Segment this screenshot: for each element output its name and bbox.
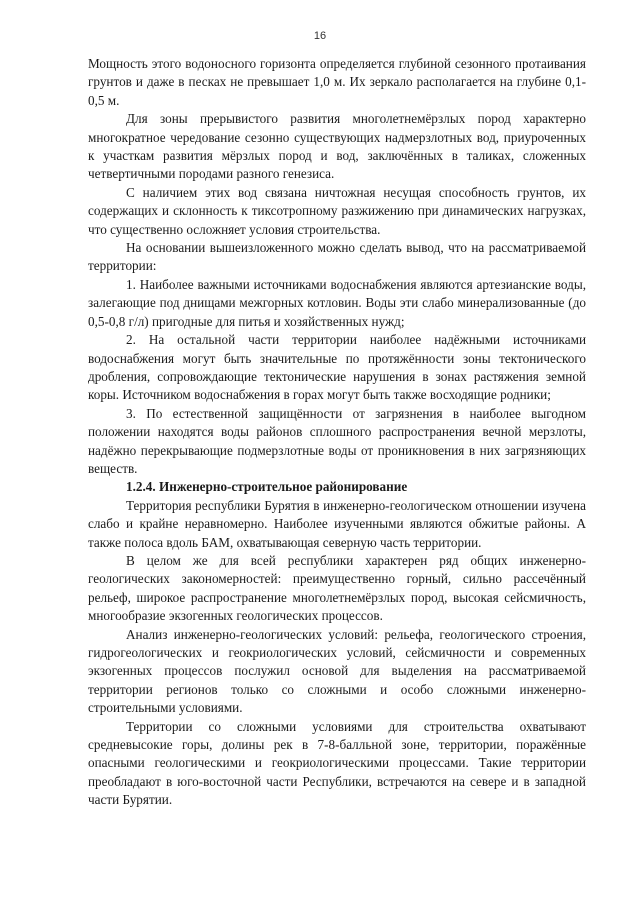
paragraph-conclusion-intro: На основании вышеизложенного можно сделать вывод, что на рассматриваемой территории: <box>88 240 586 274</box>
list-item-tectonic-zones: 2. На остальной части территории наиболее надёжными источниками водоснабжения могут быть значительные по протяжённости зоны тектонического дробления, сопровождающие тектонические нарушения в зонах растяжения земной коры. Источником водоснабжения в горах могут быть также восходящие родники; <box>88 332 586 403</box>
list-item-artesian-waters: 1. Наиболее важными источниками водоснабжения являются артезианские воды, залегающие под днищами межгорных котловин. Воды эти слабо минерализованные (до 0,5-0,8 г/л) пригодные для питья и хозяйственных нужд; <box>88 276 586 329</box>
paragraph-discontinuous-permafrost: Для зоны прерывистого развития многолетнемёрзлых пород характерно многократное чередование сезонно существующих надмерзлотных вод, приуроченных к участкам развития мёрзлых пород и вод, заключённых в таликах, сложенных четвертичными породами разного генезиса. <box>88 111 586 182</box>
paragraph-soil-bearing-capacity: С наличием этих вод связана ничтожная несущая способность грунтов, их содержащих и склонность к тиксотропному разжижению при динамических нагрузках, что существенно осложняет условия строительства. <box>88 184 586 237</box>
page-content <box>88 55 586 810</box>
paragraph-aquifer-depth: Мощность этого водоносного горизонта определяется глубиной сезонного протаивания грунтов и даже в песках не превышает 1,0 м. Их зеркало располагается на глубине 0,1-0,5 м. <box>88 56 586 108</box>
paragraph-general-patterns: В целом же для всей республики характерен ряд общих инженерно-геологических закономерностей: преимущественно горный, сильно рассечённый рельеф, широкое распространение многолетнемёрзлых пород, высокая сейсмичность, многообразие экзогенных геологических процессов. <box>88 552 586 624</box>
paragraph-complex-conditions: Территории со сложными условиями для строительства охватывают средневысокие горы, долины рек в 7-8-балльной зоне, территории, поражённые опасными геологическими и геокриологическими процессами. Такие территории преобладают в юго-восточной части Республики, встречаются на севере и в западной части Бурятии. <box>88 718 586 808</box>
page-number: 16 <box>313 30 327 42</box>
list-item-permafrost-protection: 3. По естественной защищённости от загрязнения в наиболее выгодном положении находятся воды районов сплошного распространения вечной мерзлоты, надёжно перекрывающие подмерзлотные воды от проникновения в них загрязняющих веществ. <box>88 405 586 476</box>
paragraph-analysis: Анализ инженерно-геологических условий: рельефа, геологического строения, гидрогеологических и геокриологических условий, сейсмичности и современных экзогенных процессов послужил основой для выделения на рассматриваемой территории регионов только со сложными и особо сложными инженерно-строительными условиями. <box>88 626 586 716</box>
section-heading: 1.2.4. Инженерно-строительное районирование <box>126 479 408 495</box>
paragraph-study-level: Территория республики Бурятия в инженерно-геологическом отношении изучена слабо и крайне неравномерно. Наиболее изученными являются обжитые районы. А также полоса вдоль БАМ, охватывающая северную часть территории. <box>88 497 586 550</box>
